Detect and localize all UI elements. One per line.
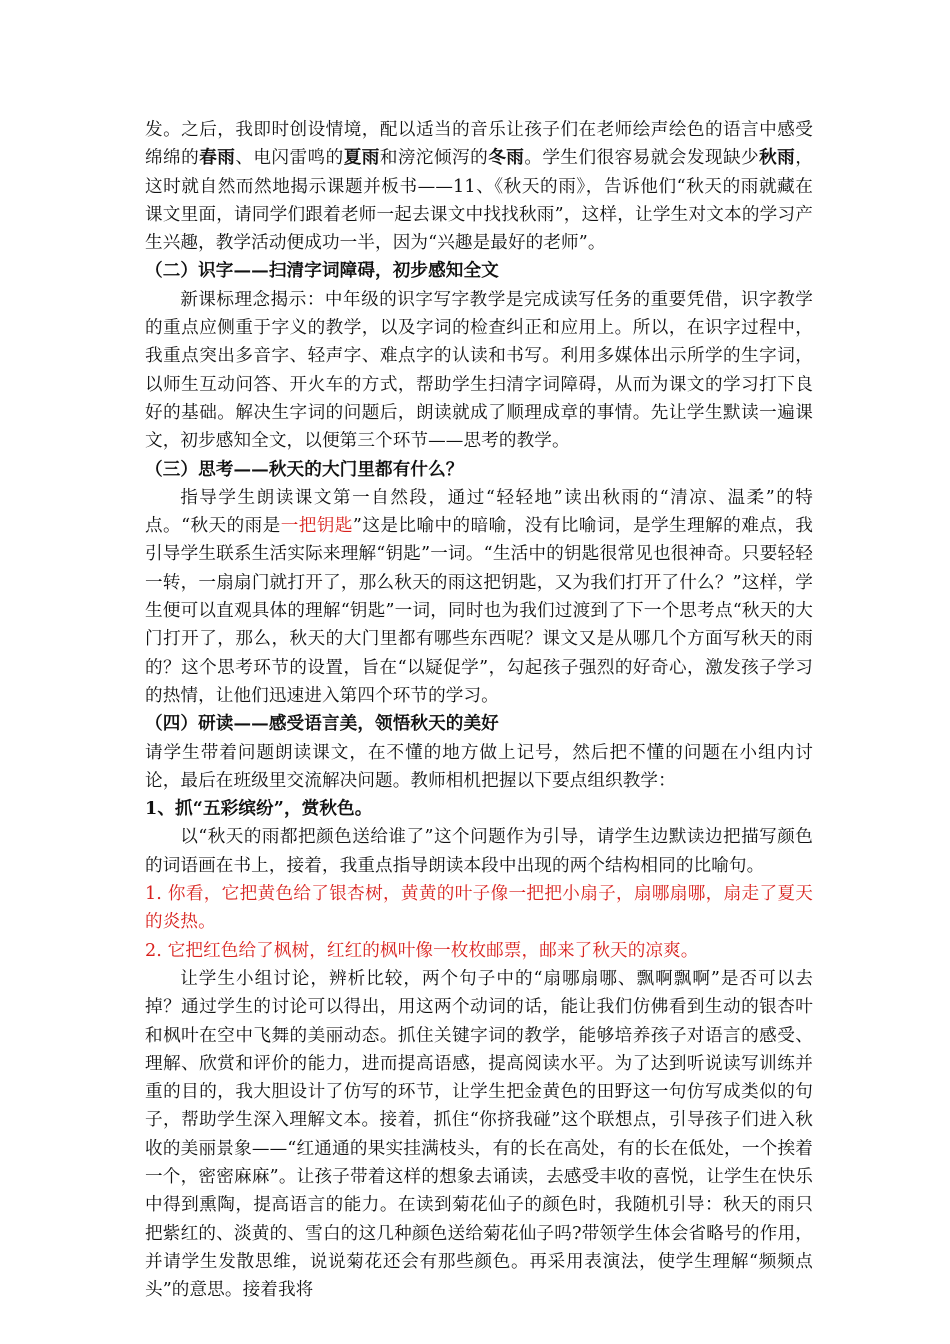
document-page <box>145 116 813 1304</box>
text-span: 、电闪雷鸣的 <box>235 148 344 169</box>
bold-term: 秋雨 <box>759 147 796 169</box>
subsection-heading-1: 1、抓“五彩缤纷”，赏秋色。 <box>145 798 373 820</box>
section-heading-2: （二）识字——扫清字词障碍，初步感知全文 <box>145 260 499 282</box>
highlight-text: 一把钥匙 <box>280 516 353 537</box>
bold-term: 夏雨 <box>343 147 380 169</box>
text-span: 发。之后，我即时创设情境，配以适当的音乐让孩子们在老师绘声绘色的语言中感受绵绵的 <box>145 120 813 169</box>
paragraph-literacy: 新课标理念揭示：中年级的识字写字教学是完成读写任务的重要凭借，识字教学的重点应侧重于字义的教学，以及字词的检查纠正和应用上。所以，在识字过程中，我重点突出多音字、轻声字、难点字的认读和书写。利用多媒体出示所学的生字词，以师生互动问答、开火车的方式，帮助学生扫清字词障碍，从而为课文的学习打下良好的基础。解决生字词的问题后，朗读就成了顺理成章的事情。先让学生默读一遍课文，初步感知全文，以便第三个环节——思考的教学。 <box>145 289 813 452</box>
text-span: 。学生们很容易就会发现缺少 <box>524 148 760 169</box>
text-span: ”这是比喻中的暗喻，没有比喻词，是学生理解的难点，我引导学生联系生活实际来理解“钥匙”一词。“生活中的钥匙很常见也很神奇。只要轻轻一转，一扇扇门就打开了，那么秋天的雨这把钥匙，又为我们打开了什么？”这样，学生便可以直观具体的理解“钥匙”一词，同时也为我们过渡到了下一个思考点“秋天的大门打开了，那么，秋天的大门里都有哪些东西呢？课文又是从哪几个方面写秋天的雨的？这个思考环节的设置，旨在“以疑促学”，勾起孩子强烈的好奇心，激发孩子学习的热情，让他们迅速进入第四个环节的学习。 <box>145 516 814 706</box>
section-heading-4: （四）研读——感受语言美，领悟秋天的美好 <box>145 713 499 735</box>
example-sentence-2: 2. 它把红色给了枫树，红红的枫叶像一枚枚邮票，邮来了秋天的凉爽。 <box>145 940 699 961</box>
text-span: 和滂沱倾泻的 <box>379 148 489 169</box>
paragraph-intro <box>145 116 813 257</box>
bold-term: 春雨 <box>199 147 236 169</box>
text-span: 指导学生朗读课文第一自然段，通过“轻轻地”读出秋雨的“清凉、温柔”的特点。“秋天的雨是 <box>145 487 813 537</box>
paragraph-study: 请学生带着问题朗读课文，在不懂的地方做上记号，然后把不懂的问题在小组内讨论，最后在班级里交流解决问题。教师相机把握以下要点组织教学： <box>145 742 813 791</box>
example-sentence-1: 1. 你看，它把黄色给了银杏树，黄黄的叶子像一把把小扇子，扇哪扇哪，扇走了夏天的炎热。 <box>145 884 813 933</box>
paragraph-discussion: 让学生小组讨论，辨析比较，两个句子中的“扇哪扇哪、飘啊飘啊”是否可以去掉？通过学生的讨论可以得出，用这两个动词的话，能让我们仿佛看到生动的银杏叶和枫叶在空中飞舞的美丽动态。抓住关键字词的教学，能够培养孩子对语言的感受、理解、欣赏和评价的能力，进而提高语感，提高阅读水平。为了达到听说读写训练并重的目的，我大胆设计了仿写的环节，让学生把金黄色的田野这一句仿写成类似的句子，帮助学生深入理解文本。接着，抓住“你挤我碰”这个联想点，引导孩子们进入秋收的美丽景象——“红通通的果实挂满枝头，有的长在高处，有的长在低处，一个挨着一个，密密麻麻”。让孩子带着这样的想象去诵读，去感受丰收的喜悦，让学生在快乐中得到熏陶，提高语言的能力。在读到菊花仙子的颜色时，我随机引导：秋天的雨只把紫红的、淡黄的、雪白的这几种颜色送给菊花仙子吗?带领学生体会省略号的作用，并请学生发散思维，说说菊花还会有那些颜色。再采用表演法，使学生理解“频频点头”的意思。接着我将 <box>145 968 813 1301</box>
text-span: ，这时就自然而然地揭示课题并板书——11、《秋天的雨》，告诉他们“秋天的雨就藏在课文里面，请同学们跟着老师一起去课文中找找秋雨”，这样，让学生对文本的学习产生兴趣，教学活动便成功一半，因为“兴趣是最好的老师”。 <box>145 148 813 254</box>
paragraph-colors: 以“秋天的雨都把颜色送给谁了”这个问题作为引导，请学生边默读边把描写颜色的词语画在书上，接着，我重点指导朗读本段中出现的两个结构相同的比喻句。 <box>145 827 813 876</box>
section-heading-3: （三）思考——秋天的大门里都有什么？ <box>145 458 464 480</box>
bold-term: 冬雨 <box>488 147 525 169</box>
paragraph-thinking <box>145 484 813 710</box>
